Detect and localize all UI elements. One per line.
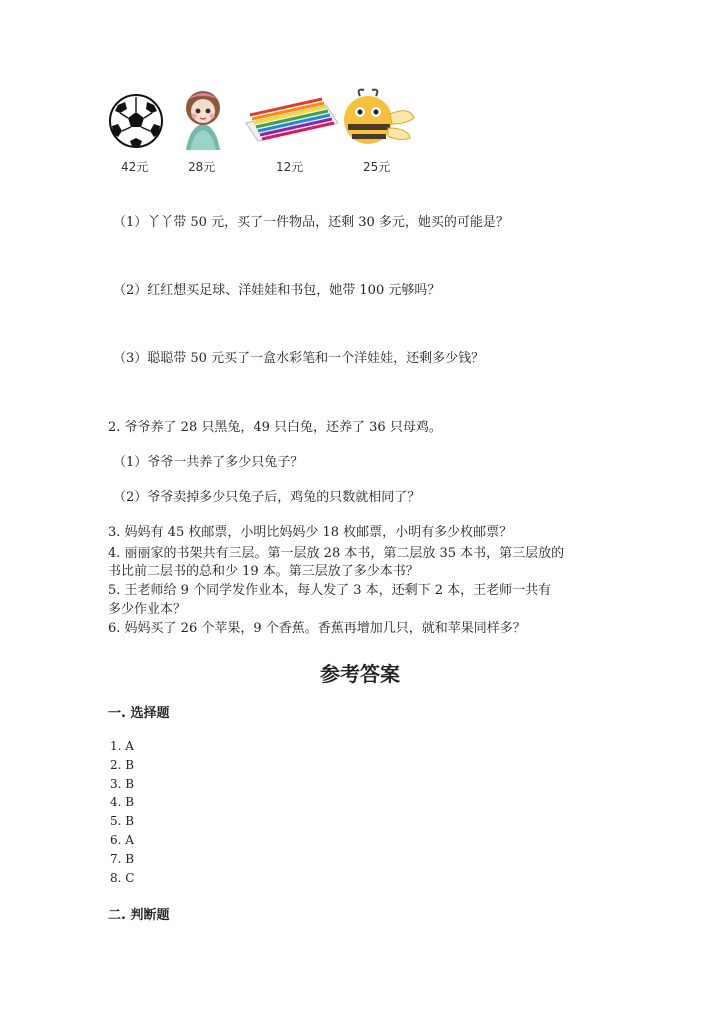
question-2-part-1: （1）爷爷一共养了多少只兔子？ (113, 455, 304, 470)
answer-item: 4. B (110, 795, 135, 810)
soccer-ball-icon (108, 93, 164, 149)
answer-item: 7. B (110, 851, 135, 866)
question-3: 3. 妈妈有 45 枚邮票，小明比妈妈少 18 枚邮票，小明有多少枚邮票？ (108, 525, 513, 540)
question-6: 6. 妈妈买了 26 个苹果，9 个香蕉。香蕉再增加几只，就和苹果同样多？ (108, 621, 526, 636)
price-label: 12元 (276, 160, 304, 174)
answer-item: 1. A (110, 739, 134, 753)
question-5-line-2: 多少作业本？ (108, 602, 187, 617)
answer-item: 3. B (110, 776, 135, 791)
price-label: 28元 (188, 160, 216, 174)
question-1-part-3: （3）聪聪带 50 元买了一盒水彩笔和一个洋娃娃，还剩多少钱？ (113, 351, 485, 366)
answer-list (110, 737, 134, 887)
question-2-part-2: （2）爷爷卖掉多少只兔子后，鸡兔的只数就相同了？ (113, 490, 421, 505)
question-4-line-2: 书比前二层书的总和少 19 本。第三层放了多少本书？ (108, 564, 419, 579)
schoolbag-icon (340, 88, 418, 148)
answer-item: 5. B (110, 814, 135, 829)
question-1-part-1: （1）丫丫带 50 元，买了一件物品，还剩 30 多元，她买的可能是？ (113, 215, 509, 230)
question-2-stem: 2. 爷爷养了 28 只黑兔，49 只白兔，还养了 36 只母鸡。 (108, 420, 442, 435)
answer-item: 2. B (110, 757, 135, 772)
question-5-line-1: 5. 王老师给 9 个同学发作业本，每人发了 3 本，还剩下 2 本，王老师一共有 (108, 583, 552, 598)
question-1-part-2: （2）红红想买足球、洋娃娃和书包，她带 100 元够吗？ (113, 283, 441, 298)
answer-key-title: 参考答案 (320, 662, 400, 686)
doll-icon (170, 88, 236, 152)
price-label: 25元 (363, 160, 391, 174)
section-heading-true-false: 二. 判断题 (108, 908, 170, 923)
section-heading-choice: 一. 选择题 (108, 706, 170, 721)
answer-item: 6. A (110, 832, 134, 847)
price-label: 42元 (121, 160, 149, 174)
question-4-line-1: 4. 丽丽家的书架共有三层。第一层放 28 本书，第二层放 35 本书，第三层放的 (108, 546, 565, 561)
answer-item: 8. C (110, 870, 135, 885)
watercolor-pens-icon (242, 93, 342, 145)
